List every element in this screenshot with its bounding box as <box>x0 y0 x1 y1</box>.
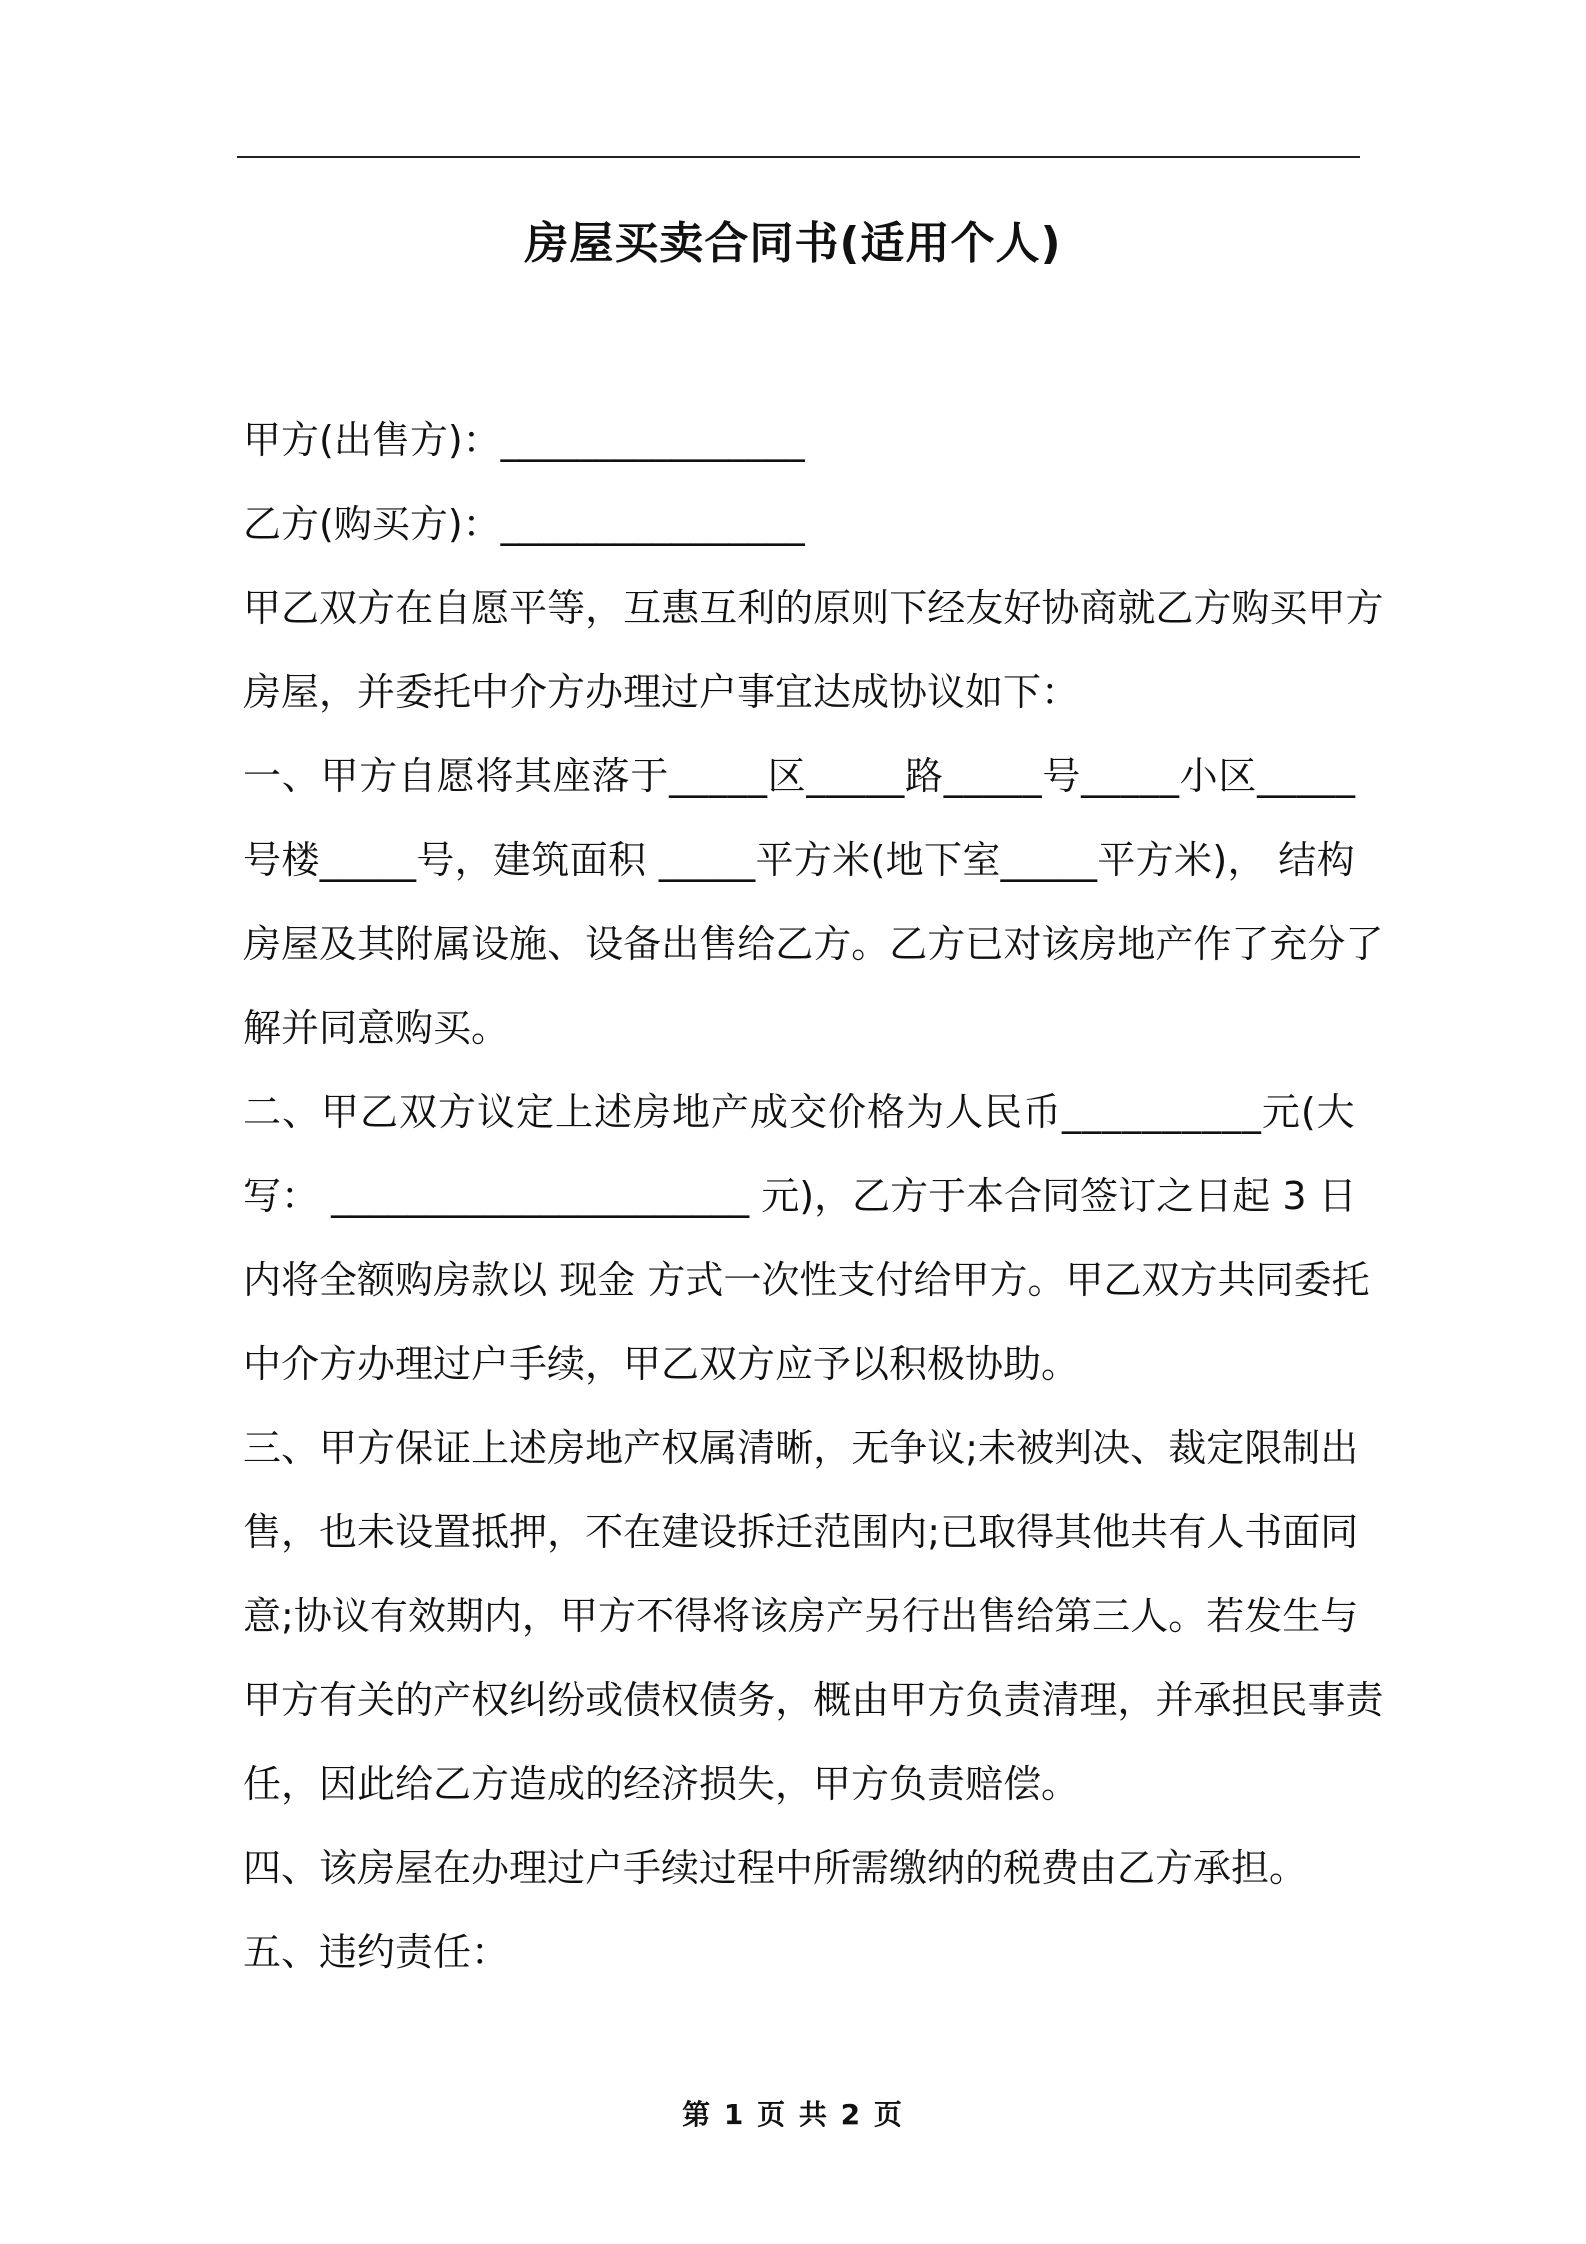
text-line: 中介方办理过户手续，甲乙双方应予以积极协助。 <box>243 1342 1080 1386</box>
page-indicator: 第 1 页 共 2 页 <box>682 2098 904 2131</box>
text-line: 意 ; 协 议 有 效 期 内 ， 甲 方 不 得 将 该 房 产 另 行 出 售 给 第 三 人 。 若 发 生 与 <box>243 1594 1359 1638</box>
text-line: 内 将 全 额 购 房 款 以 现 金 方 式 一 次 性 支 付 给 甲 方 。 甲 乙 双 方 共 同 委 托 <box>243 1258 1370 1302</box>
contract-body <box>243 398 1384 1994</box>
text-line: 房 屋 及 其 附 属 设 施 、 设 备 出 售 给 乙 方 。 乙 方 已 对 该 房 地 产 作 了 充 分 了 <box>243 922 1384 966</box>
header-rule <box>237 156 1360 158</box>
text-line: 四、该房屋在办理过户手续过程中所需缴纳的税费由乙方承担。 <box>243 1846 1308 1890</box>
text-line: 号 楼 _ _ _ _ _ 号 ， 建 筑 面 积 _ _ _ _ _ 平 方 米 ( 地 下 室 _ _ _ _ _ 平 方 米 ) ， 结 构 <box>243 838 1355 882</box>
text-line: 售 ， 也 未 设 置 抵 押 ， 不 在 建 设 拆 迁 范 围 内 ; 已 取 得 其 他 共 有 人 书 面 同 <box>243 1510 1359 1554</box>
document-title: 房屋买卖合同书(适用个人) <box>524 218 1062 269</box>
text-line: 五、违约责任： <box>243 1930 510 1974</box>
text-line: 房屋，并委托中介方办理过户事宜达成协议如下： <box>243 670 1080 714</box>
text-line: 任，因此给乙方造成的经济损失，甲方负责赔偿。 <box>243 1762 1080 1806</box>
text-line: 解并同意购买。 <box>243 1006 510 1050</box>
text-line: 写 ： _ _ _ _ _ _ _ _ _ _ _ _ _ _ _ _ _ _ _ _ _ _ 元 ) ， 乙 方 于 本 合 同 签 订 之 日 起 3 日 <box>243 1174 1357 1218</box>
text-line: 乙方(购买方)：________________ <box>243 502 805 546</box>
text-line: 甲 方 有 关 的 产 权 纠 纷 或 债 权 债 务 ， 概 由 甲 方 负 责 清 理 ， 并 承 担 民 事 责 <box>243 1678 1384 1722</box>
text-line: 甲 乙 双 方 在 自 愿 平 等 ， 互 惠 互 利 的 原 则 下 经 友 好 协 商 就 乙 方 购 买 甲 方 <box>243 586 1384 630</box>
text-line: 三 、 甲 方 保 证 上 述 房 地 产 权 属 清 晰 ， 无 争 议 ; 未 被 判 决 、 裁 定 限 制 出 <box>243 1426 1359 1470</box>
text-line: 二 、 甲 乙 双 方 议 定 上 述 房 地 产 成 交 价 格 为 人 民 币 _ _ _ _ _ _ _ _ _ _ 元 ( 大 <box>243 1090 1355 1134</box>
text-line: 甲方(出售方)：________________ <box>243 418 805 462</box>
text-line: 一 、 甲 方 自 愿 将 其 座 落 于 _ _ _ _ _ 区 _ _ _ _ _ 路 _ _ _ _ _ 号 _ _ _ _ _ 小 区 _ _ _ _ _ <box>243 754 1355 798</box>
